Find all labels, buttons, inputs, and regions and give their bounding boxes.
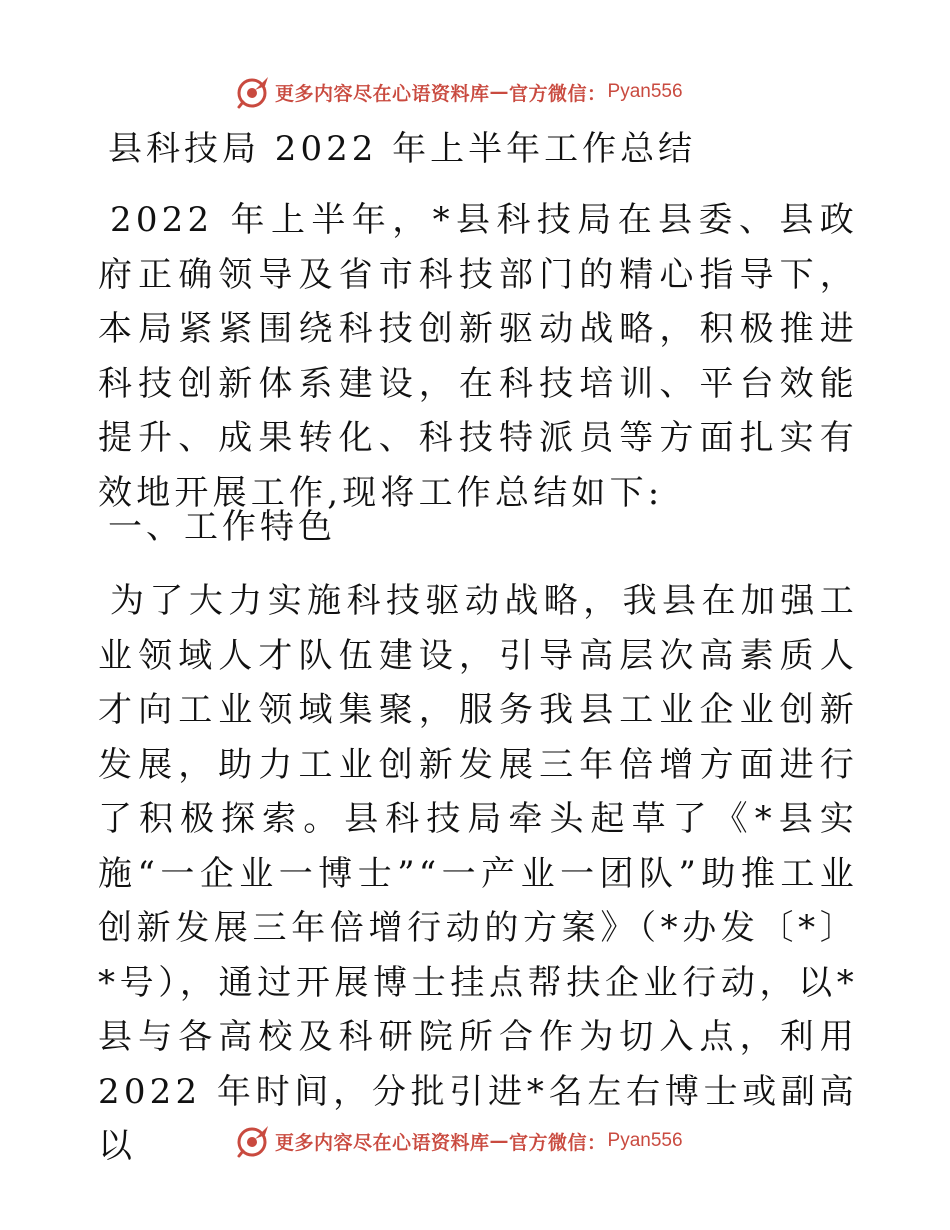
- section-heading: 一、工作特色: [108, 507, 336, 547]
- watermark-brand: 更多内容尽在心语资料库: [275, 1131, 490, 1154]
- watermark-brand: 更多内容尽在心语资料库: [275, 82, 490, 105]
- watermark-dash: —: [489, 1130, 510, 1152]
- watermark-contact-label: 官方微信：: [509, 1131, 607, 1154]
- quill-logo-icon: [235, 74, 271, 110]
- watermark-contact-label: 官方微信：: [509, 82, 607, 105]
- section-body-paragraph: 为了大力实施科技驱动战略，我县在加强工业领域人才队伍建设，引导高层次高素质人才向工业领域集聚，服务我县工业企业创新发展，助力工业创新发展三年倍增方面进行了积极探索。县科技局牵头起草了《*县实施“一企业一博士”“一产业一团队”助推工业创新发展三年倍增行动的方案》（*办发〔*〕*号），通过开展博士挂点帮扶企业行动，以*县与各高校及科研院所合作为切入点，利用 2022 年时间，分批引进*名左右博士或副高以: [98, 581, 858, 1166]
- watermark-contact-id: Pyan556: [607, 81, 683, 102]
- watermark-dash: —: [489, 81, 510, 103]
- watermark-header: [235, 72, 683, 112]
- document-title: 县科技局 2022 年上半年工作总结: [108, 129, 697, 169]
- watermark-contact-id: Pyan556: [607, 1130, 683, 1151]
- intro-paragraph: 2022 年上半年，*县科技局在县委、县政府正确领导及省市科技部门的精心指导下，本局紧紧围绕科技创新驱动战略，积极推进科技创新体系建设，在科技培训、平台效能提升、成果转化、科技特派员等方面扎实有效地开展工作,现将工作总结如下:: [98, 200, 858, 513]
- quill-logo-icon: [235, 1123, 271, 1159]
- watermark-footer: [235, 1121, 683, 1161]
